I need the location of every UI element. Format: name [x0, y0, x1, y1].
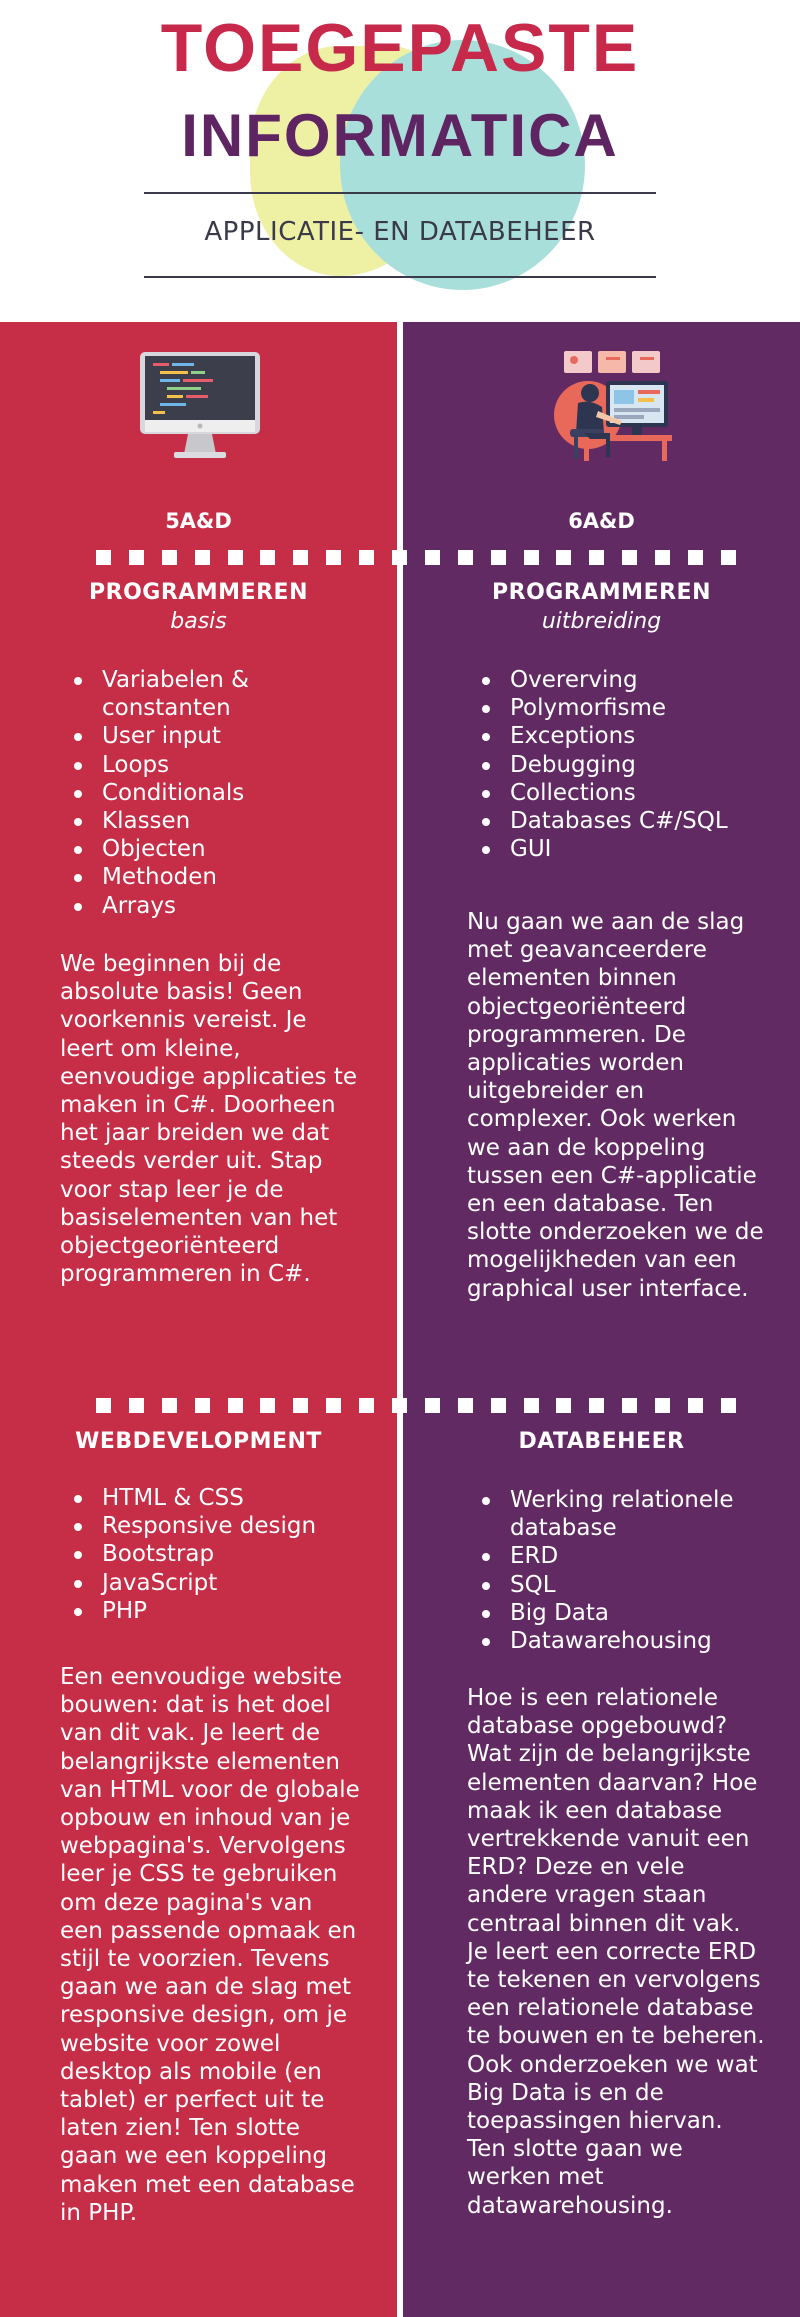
description-databeheer: Hoe is een relationele database opgebouwd? Wat zijn de belangrijkste elementen daarvan? Hoe maak ik een database vertrekkende vanuit een ERD? Deze en vele andere vragen staan centraal binnen dit vak. Je leert een correcte ERD te tekenen en vervolgens een relationele database te bouwen en te beheren. Ook onderzoeken we wat Big Data is en de toepassingen hiervan. Ten slotte gaan we werken met datawarehousing. — [467, 1685, 765, 2219]
level-label-right: 6A&D — [568, 509, 635, 533]
divider-line — [144, 276, 656, 278]
developer-workstation-icon — [550, 345, 678, 467]
list-item: Objecten — [60, 835, 360, 863]
topic-list-programmeren-basis — [60, 666, 360, 920]
description-programmeren-basis: We beginnen bij de absolute basis! Geen voorkennis vereist. Je leert om kleine, eenvoudige applicaties te maken in C#. Doorheen het jaar breiden we dat steeds verder uit. Stap voor stap leer je de basiselementen van het objectgeoriënteerd programmeren in C#. — [60, 951, 358, 1288]
list-item: ERD — [468, 1542, 768, 1570]
list-item: Bootstrap — [60, 1540, 360, 1568]
list-item: Overerving — [468, 666, 768, 694]
title-line-2: INFORMATICA — [181, 102, 619, 169]
list-item: Datawarehousing — [468, 1627, 768, 1655]
section-subtitle-uitbreiding: uitbreiding — [541, 609, 662, 634]
section-subtitle-basis: basis — [170, 609, 227, 634]
list-item: Loops — [60, 751, 360, 779]
list-item: Werking relationele database — [468, 1486, 768, 1542]
dotted-separator — [96, 1398, 736, 1414]
list-item: Databases C#/SQL — [468, 807, 768, 835]
list-item: Polymorfisme — [468, 694, 768, 722]
list-item: Klassen — [60, 807, 360, 835]
list-item: Methoden — [60, 863, 360, 891]
divider-line — [144, 192, 656, 194]
list-item: Responsive design — [60, 1512, 360, 1540]
title-line-1: TOEGEPASTE — [160, 10, 640, 86]
list-item: User input — [60, 722, 360, 750]
level-label-left: 5A&D — [165, 509, 232, 533]
list-item: Arrays — [60, 892, 360, 920]
list-item: JavaScript — [60, 1569, 360, 1597]
topic-list-databeheer — [468, 1486, 768, 1655]
section-title-databeheer: DATABEHEER — [518, 1429, 685, 1454]
list-item: HTML & CSS — [60, 1484, 360, 1512]
list-item: SQL — [468, 1571, 768, 1599]
section-title-webdevelopment: WEBDEVELOPMENT — [75, 1429, 322, 1454]
dotted-separator — [96, 550, 736, 566]
topic-list-programmeren-uitbreiding — [468, 666, 768, 863]
list-item: Collections — [468, 779, 768, 807]
list-item: Big Data — [468, 1599, 768, 1627]
list-item: PHP — [60, 1597, 360, 1625]
header — [0, 0, 800, 322]
list-item: Exceptions — [468, 722, 768, 750]
description-webdevelopment: Een eenvoudige website bouwen: dat is het doel van dit vak. Je leert de belangrijkste elementen van HTML voor de globale opbouw en inhoud van je webpagina's. Vervolgens leer je CSS te gebruiken om deze pagina's van een passende opmaak en stijl te voorzien. Tevens gaan we aan de slag met responsive design, om je website voor zowel desktop als mobile (en tablet) er perfect uit te laten zien! Ten slotte gaan we een koppeling maken met een database in PHP. — [60, 1664, 360, 2226]
list-item: Variabelen & constanten — [60, 666, 360, 722]
section-title-programmeren-uitbreiding: PROGRAMMEREN — [492, 580, 711, 605]
topic-list-webdevelopment — [60, 1484, 360, 1625]
list-item: GUI — [468, 835, 768, 863]
monitor-code-icon — [138, 350, 262, 466]
list-item: Conditionals — [60, 779, 360, 807]
list-item: Debugging — [468, 751, 768, 779]
subtitle: APPLICATIE- EN DATABEHEER — [204, 217, 596, 247]
description-programmeren-uitbreiding: Nu gaan we aan de slag met geavanceerdere elementen binnen objectgeoriënteerd programmeren. De applicaties worden uitgebreider en complexer. Ook werken we aan de koppeling tussen een C#-applicatie en een database. Ten slotte onderzoeken we de mogelijkheden van een graphical user interface. — [467, 909, 764, 1302]
section-title-programmeren-basis: PROGRAMMEREN — [89, 580, 308, 605]
